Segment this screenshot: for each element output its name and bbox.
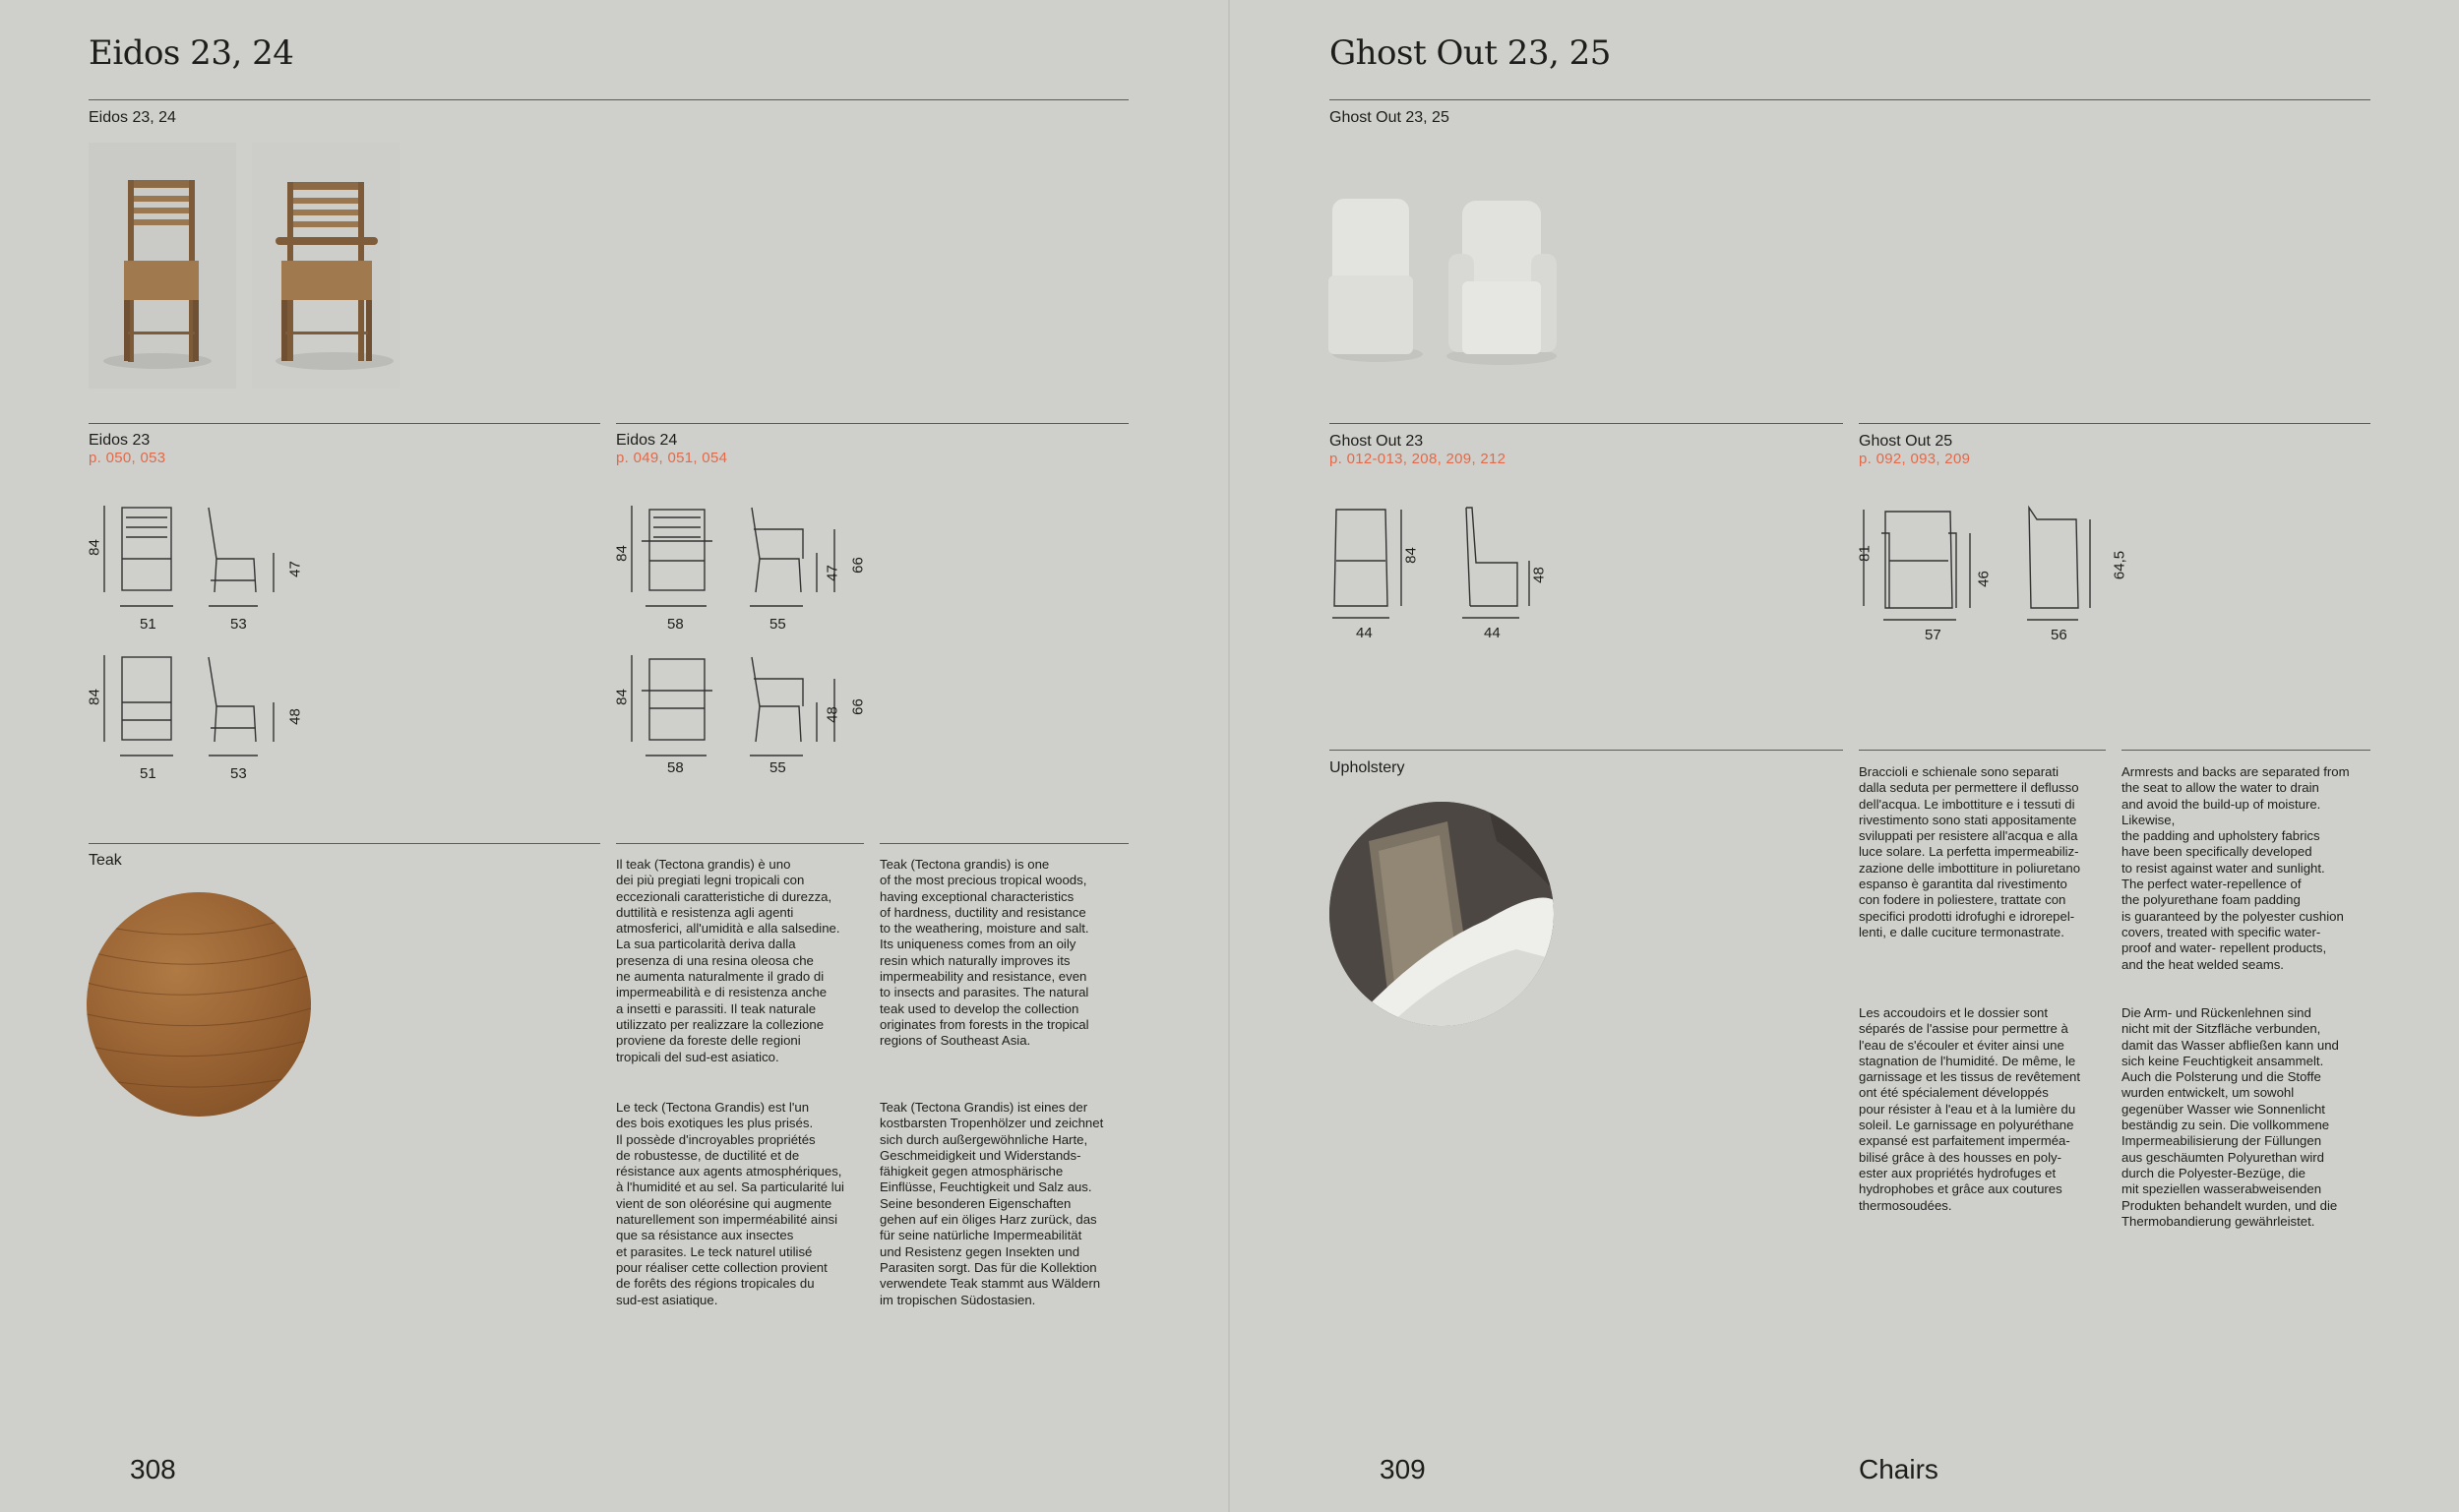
eidos-chairs-photo	[89, 143, 394, 389]
eidos24-r2-height: 84	[613, 689, 631, 705]
eidos24-r1-width: 58	[667, 616, 684, 633]
eidos23-r1-seat: 47	[286, 561, 304, 577]
eidos24-r1-seat: 47	[824, 565, 841, 581]
eidos24-rule	[616, 423, 1129, 424]
eidos23-name: Eidos 23	[89, 432, 151, 449]
eidos23-r1-height: 84	[86, 539, 103, 556]
upholstery-en-rule	[2121, 750, 2370, 751]
ghost23-seat: 48	[1530, 567, 1548, 583]
teak-rule	[89, 843, 600, 844]
teak-swatch	[87, 892, 311, 1117]
material-label: Teak	[89, 852, 122, 869]
section-name: Chairs	[1859, 1454, 1938, 1484]
upholstery-text-de: Die Arm- und Rückenlehnen sind nicht mit der Sitzfläche verbunden, damit das Wasser abfließen kann und sich keine Feuchtigkeit ansammelt. Auch die Polsterung und die Stoffe wurden entwickelt, um sowohl gegenüber Wasser wie Sonnenlicht beständig zu sein. Die vollkommene Impermeabilisierung der Füllungen aus geschäumten Polyurethan wird durch die Polyester-Bezüge, die mit speziellen wasserabweisenden Produkten behandelt wurden, und die Thermobandierung gewährleistet.	[2121, 1005, 2339, 1229]
ghost23-height: 84	[1402, 547, 1420, 564]
upholstery-swatch	[1329, 802, 1554, 1026]
material-label: Upholstery	[1329, 759, 1405, 776]
teak-it-rule	[616, 843, 864, 844]
eidos24-r2-width: 58	[667, 759, 684, 776]
eidos23-r2-depth: 53	[230, 765, 247, 782]
page-title: Eidos 23, 24	[89, 33, 294, 73]
eidos24-r1-arm: 66	[849, 557, 867, 574]
ghost25-page-ref: p. 092, 093, 209	[1859, 451, 1971, 467]
upholstery-text-en: Armrests and backs are separated from the seat to allow the water to drain and avoid the build-up of moisture. Likewise, the padding and upholstery fabrics have been specifically developed to resist against water and sunlight. The perfect water-repellence of the polyurethane foam padding is guaranteed by the polyester cushion covers, treated with specific water- proof and water- repellent products, and the heat welded seams.	[2121, 764, 2350, 972]
ghost25-height-2: 64,5	[2111, 550, 2128, 580]
ghost25-height: 81	[1856, 545, 1874, 562]
teak-text-it: Il teak (Tectona grandis) è uno dei più pregiati legni tropicali con eccezionali caratteristiche di durezza, duttilità e resistenza agli agenti atmosferici, all'umidità e alla salsedine. La sua particolarità deriva dalla presenza di una resina oleosa che ne aumenta naturalmente il grado di impermeabilità e di resistenza anche a insetti e parassiti. Il teak naturale utilizzato per realizzare la collezione proviene da foreste delle regioni tropicali del sud-est asiatico.	[616, 857, 840, 1064]
ghost23-page-ref: p. 012-013, 208, 209, 212	[1329, 451, 1506, 467]
eidos23-page-ref: p. 050, 053	[89, 450, 166, 466]
eidos23-r2-width: 51	[140, 765, 156, 782]
upholstery-rule	[1329, 750, 1843, 751]
eidos23-drawing-row1	[98, 502, 295, 610]
teak-en-rule	[880, 843, 1129, 844]
eidos24-r1-height: 84	[613, 545, 631, 562]
upholstery-it-rule	[1859, 750, 2106, 751]
teak-text-fr: Le teck (Tectona Grandis) est l'un des bois exotiques les plus prisés. Il possède d'incroyables propriétés de robustesse, de ductilité et de résistance aux agents atmosphériques, à l'humidité et au sel. Sa particularité lui vient de son oléorésine qui augmente naturellement son imperméabilité ainsi que sa résistance aux insectes et parasites. Le teck naturel utilisé pour réaliser cette collection provient de forêts des régions tropicales du sud-est asiatique.	[616, 1100, 844, 1307]
ghost25-name: Ghost Out 25	[1859, 433, 1953, 450]
eidos23-r1-depth: 53	[230, 616, 247, 633]
eidos23-drawing-row2	[98, 651, 295, 759]
page-subtitle: Ghost Out 23, 25	[1329, 109, 1449, 126]
title-rule	[89, 99, 1129, 100]
title-rule	[1329, 99, 2370, 100]
ghost25-width: 57	[1925, 627, 1941, 643]
ghost23-depth: 44	[1484, 625, 1501, 641]
eidos24-name: Eidos 24	[616, 432, 678, 449]
eidos23-r1-width: 51	[140, 616, 156, 633]
page-left	[0, 0, 1228, 1512]
ghost23-drawing	[1332, 504, 1549, 632]
upholstery-text-it: Braccioli e schienale sono separati dalla seduta per permettere il deflusso dell'acqua. Le imbottiture e i tessuti di rivestimento sono stati appositamente sviluppati per resistere all'acqua e alla luce solare. La perfetta impermeabiliz- zazione delle imbottiture in poliuretano espanso è garantita dal rivestimento con fodere in poliestere, trattate con specifici prodotti idrofughi e idrorepel- lenti, e dalle cuciture termonastrate.	[1859, 764, 2081, 939]
ghost25-depth: 56	[2051, 627, 2067, 643]
ghost23-name: Ghost Out 23	[1329, 433, 1424, 450]
ghost23-width: 44	[1356, 625, 1373, 641]
ghost23-rule	[1329, 423, 1843, 424]
page-right	[1230, 0, 2459, 1512]
eidos23-r2-seat: 48	[286, 708, 304, 725]
eidos23-r2-height: 84	[86, 689, 103, 705]
page-subtitle: Eidos 23, 24	[89, 109, 176, 126]
ghostout-chairs-photo	[1324, 177, 1561, 374]
ghost25-rule	[1859, 423, 2370, 424]
page-number: 309	[1380, 1454, 1426, 1484]
eidos24-r2-depth: 55	[769, 759, 786, 776]
page-number: 308	[130, 1454, 176, 1484]
eidos24-page-ref: p. 049, 051, 054	[616, 450, 728, 466]
teak-text-de: Teak (Tectona Grandis) ist eines der kostbarsten Tropenhölzer und zeichnet sich durch außergewöhnliche Harte, Geschmeidigkeit und Widerstands- fähigkeit gegen atmosphärische Einflüsse, Feuchtigkeit und Salz aus. Seine besonderen Eigenschaften gehen auf ein öliges Harz zurück, das für seine natürliche Impermeabilität und Resistenz gegen Insekten und Parasiten sorgt. Das für die Kollektion verwendete Teak stammt aus Wäldern im tropischen Südostasien.	[880, 1100, 1104, 1307]
page-title: Ghost Out 23, 25	[1329, 33, 1611, 73]
ghost25-seat: 46	[1975, 571, 1993, 587]
eidos23-rule	[89, 423, 600, 424]
eidos24-r1-depth: 55	[769, 616, 786, 633]
upholstery-text-fr: Les accoudoirs et le dossier sont séparés de l'assise pour permettre à l'eau de s'écouler et éviter ainsi une stagnation de l'humidité. De même, le garnissage et les tissus de revêtement ont été spécialement développés pour résister à l'eau et à la lumière du soleil. Le garnissage en polyuréthane expansé est parfaitement imperméa- bilisé grâce à des housses en poly- ester aux propriétés hydrofuges et hydrophobes et grâce aux coutures thermosoudées.	[1859, 1005, 2081, 1213]
eidos24-r2-seat: 48	[824, 706, 841, 723]
eidos24-r2-arm: 66	[849, 698, 867, 715]
teak-text-en: Teak (Tectona grandis) is one of the most precious tropical woods, having exceptional characteristics of hardness, ductility and resistance to the weathering, moisture and salt. Its uniqueness comes from an oily resin which naturally improves its impermeability and resistance, even to insects and parasites. The natural teak used to develop the collection originates from forests in the tropical regions of Southeast Asia.	[880, 857, 1089, 1049]
